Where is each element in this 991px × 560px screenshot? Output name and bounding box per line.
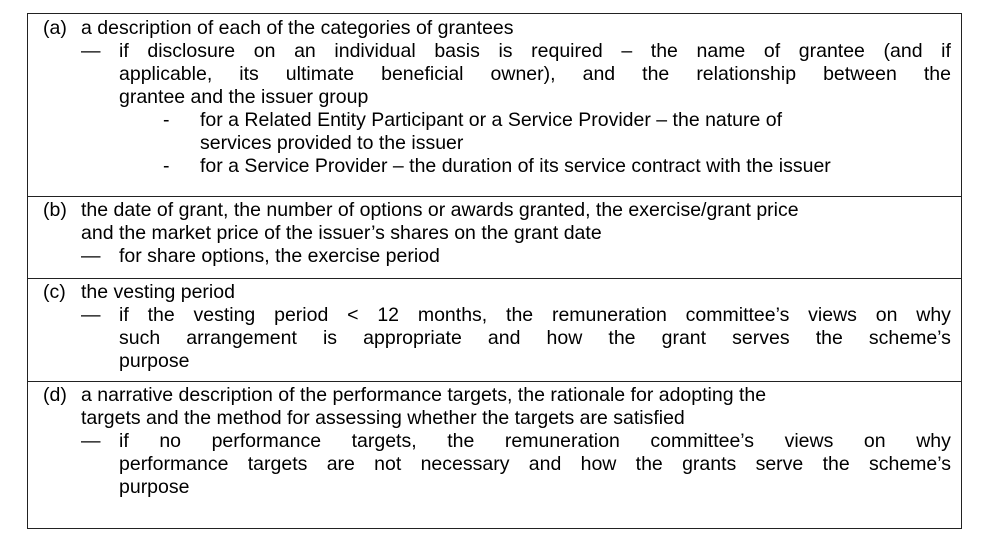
dash-marker: —: [81, 245, 101, 267]
row-lead-text: the date of grant, the number of options or awards granted, the exercise/grant price: [81, 199, 799, 221]
word: beneficial: [381, 63, 464, 85]
word: appropriate: [363, 327, 462, 349]
word: an: [294, 40, 316, 62]
word: how: [546, 327, 583, 349]
word: scheme’s: [868, 327, 951, 349]
sub-item-line: [119, 63, 951, 85]
row-lead-text: a description of each of the categories of grantees: [81, 17, 514, 39]
word: its: [239, 63, 259, 85]
word: the: [506, 304, 534, 326]
word: if: [119, 40, 129, 62]
word: serve: [755, 453, 804, 475]
word: the: [650, 40, 678, 62]
word: if: [941, 40, 951, 62]
word: required: [531, 40, 603, 62]
word: the: [635, 453, 663, 475]
word: performance: [211, 430, 322, 452]
word: arrangement: [186, 327, 297, 349]
word: of: [763, 40, 781, 62]
word: the: [147, 304, 175, 326]
word: the: [822, 453, 850, 475]
row-lead-text: the vesting period: [81, 281, 235, 303]
word: not: [374, 453, 402, 475]
word: committee’s: [685, 304, 790, 326]
word: and: [528, 453, 562, 475]
table-row-d: [28, 381, 961, 528]
row-lead-text: targets and the method for assessing whether the targets are satisfied: [81, 407, 685, 429]
word: disclosure: [147, 40, 236, 62]
word: necessary: [420, 453, 510, 475]
sub-item-line: [119, 430, 951, 452]
word: views: [784, 430, 834, 452]
bullet-marker: -: [163, 155, 170, 177]
word: if: [119, 430, 129, 452]
word: (and: [883, 40, 923, 62]
word: targets,: [351, 430, 417, 452]
sub-item-text: for share options, the exercise period: [119, 245, 440, 267]
word: no: [159, 430, 182, 452]
word: scheme’s: [868, 453, 951, 475]
row-marker: (d): [43, 384, 67, 406]
word: owner),: [490, 63, 556, 85]
dash-marker: —: [81, 40, 101, 62]
bullet-marker: -: [163, 109, 170, 131]
word: ultimate: [285, 63, 355, 85]
word: remuneration: [504, 430, 620, 452]
word: <: [347, 304, 359, 326]
sub-item-text: purpose: [119, 476, 190, 498]
word: months,: [417, 304, 488, 326]
row-lead-text: and the market price of the issuer’s shares on the grant date: [81, 222, 602, 244]
word: the: [923, 63, 951, 85]
word: why: [916, 304, 951, 326]
sub-item-line: [119, 40, 951, 62]
sub-item-text: grantee and the issuer group: [119, 86, 369, 108]
sub-item-line: [119, 453, 951, 475]
word: remuneration: [551, 304, 667, 326]
word: on: [863, 430, 886, 452]
word: is: [498, 40, 513, 62]
word: grantee: [798, 40, 865, 62]
word: on: [253, 40, 276, 62]
sub-item-line: [119, 327, 951, 349]
dash-marker: —: [81, 304, 101, 326]
word: how: [580, 453, 617, 475]
table-row-a: [28, 14, 961, 196]
word: such: [119, 327, 161, 349]
word: and: [582, 63, 616, 85]
word: serves: [732, 327, 790, 349]
dash-marker: —: [81, 430, 101, 452]
sub-item-text: purpose: [119, 350, 190, 372]
word: applicable,: [119, 63, 213, 85]
sub-sub-item-text: services provided to the issuer: [200, 132, 464, 154]
row-marker: (c): [43, 281, 66, 303]
word: the: [447, 430, 475, 452]
word: views: [808, 304, 857, 326]
word: 12: [377, 304, 400, 326]
word: targets: [247, 453, 308, 475]
table-row-c: [28, 278, 961, 381]
word: and: [487, 327, 521, 349]
word: relationship: [696, 63, 797, 85]
row-lead-text: a narrative description of the performance targets, the rationale for adopting the: [81, 384, 767, 406]
word: vesting: [193, 304, 256, 326]
row-marker: (a): [43, 17, 67, 39]
word: on: [875, 304, 898, 326]
word: the: [815, 327, 843, 349]
word: between: [823, 63, 897, 85]
disclosure-table: [27, 13, 962, 529]
word: period: [274, 304, 329, 326]
word: name: [696, 40, 746, 62]
word: –: [621, 40, 633, 62]
sub-item-line: [119, 304, 951, 326]
word: if: [119, 304, 129, 326]
word: the: [608, 327, 636, 349]
word: grant: [661, 327, 707, 349]
word: why: [916, 430, 951, 452]
word: grants: [682, 453, 737, 475]
word: individual: [334, 40, 416, 62]
row-marker: (b): [43, 199, 67, 221]
table-row-b: [28, 196, 961, 278]
word: the: [642, 63, 670, 85]
word: are: [326, 453, 355, 475]
word: is: [322, 327, 338, 349]
word: performance: [119, 453, 229, 475]
word: basis: [434, 40, 480, 62]
word: committee’s: [650, 430, 755, 452]
sub-sub-item-text: for a Related Entity Participant or a Service Provider – the nature of: [200, 109, 783, 131]
sub-sub-item-text: for a Service Provider – the duration of its service contract with the issuer: [200, 155, 831, 177]
